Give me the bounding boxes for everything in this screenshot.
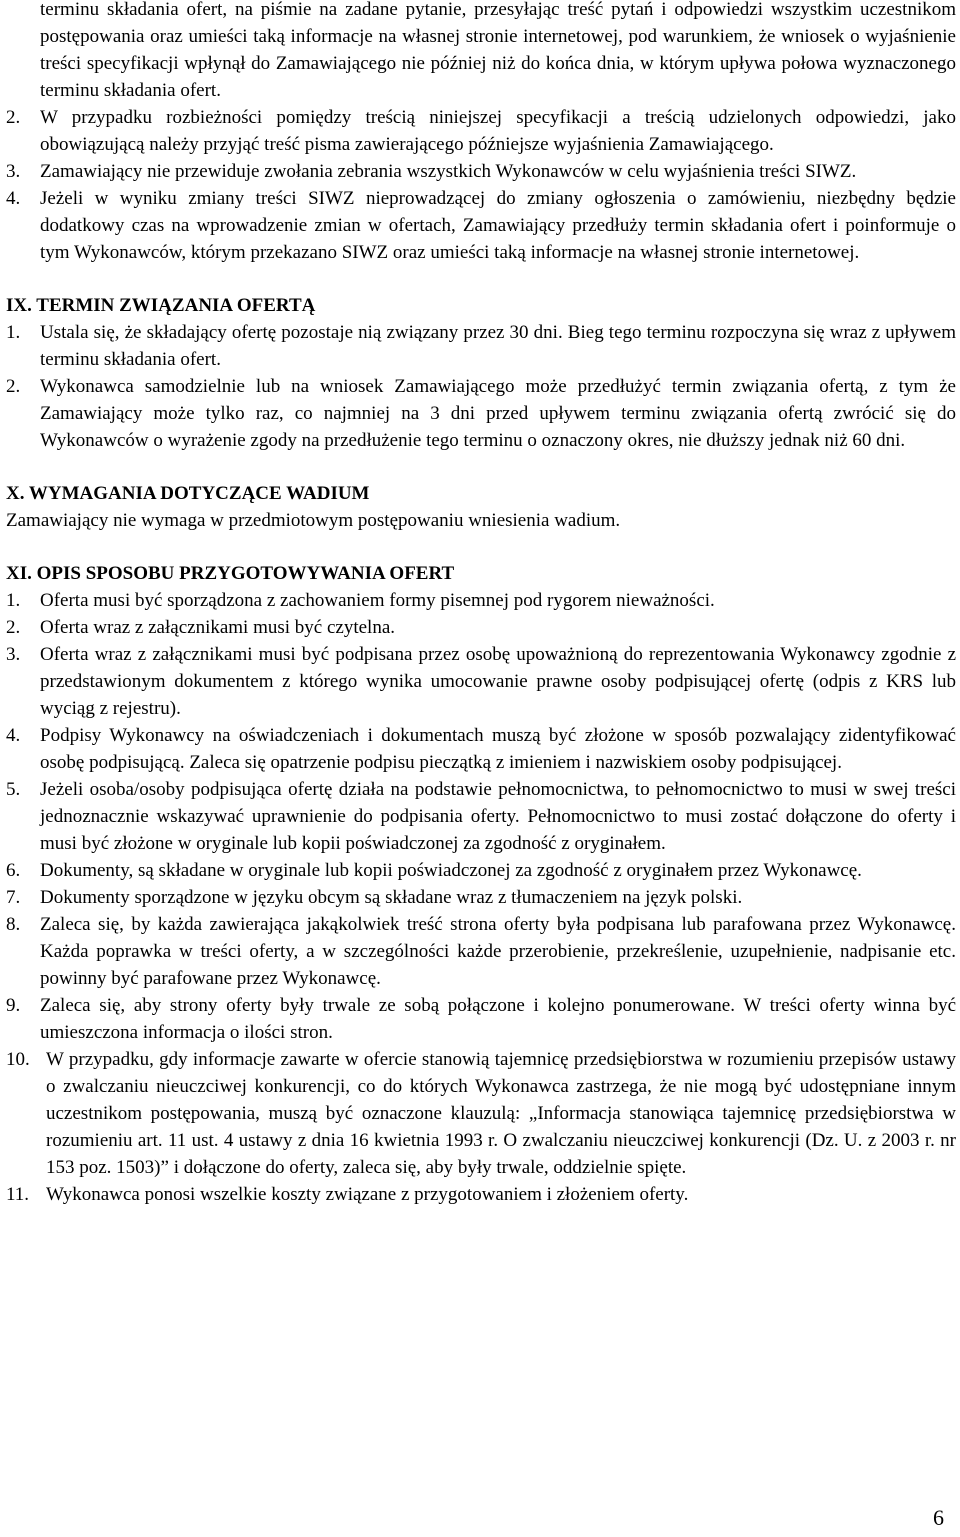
- list-item: [6, 776, 956, 857]
- list-item-text: Ustala się, że składający ofertę pozostaje nią związany przez 30 dni. Bieg tego terminu rozpoczyna się wraz z upływem terminu składania ofert.: [40, 322, 956, 370]
- list-item-text: Jeżeli osoba/osoby podpisująca ofertę działa na podstawie pełnomocnictwa, to pełnomocnictwo to musi w swej treści jednoznacznie wskazywać uprawnienie do podpisania oferty. Pełnomocnictwo to musi zostać dołączone do oferty i musi być złożone w oryginale lub kopii poświadczonej za zgodność z oryginałem.: [40, 779, 956, 854]
- list-item-text: Oferta wraz z załącznikami musi być podpisana przez osobę upoważnioną do reprezentowania Wykonawcy zgodnie z przedstawionym dokumentem z którego wynika umocowanie prawne osoby podpisującej ofertę (odpis z KRS lub wyciąg z rejestru).: [40, 644, 956, 719]
- list-item: [6, 185, 956, 266]
- list-item: [6, 857, 956, 884]
- list-item-text: W przypadku rozbieżności pomiędzy treścią niniejszej specyfikacji a treścią udzielonych odpowiedzi, jako obowiązującą należy przyjąć treść pisma zawierającego późniejsze wyjaśnienia Zamawiającego.: [40, 107, 956, 155]
- list-item-text: Oferta musi być sporządzona z zachowaniem formy pisemnej pod rygorem nieważności.: [40, 590, 715, 611]
- list-item-text: Dokumenty sporządzone w języku obcym są składane wraz z tłumaczeniem na język polski.: [40, 887, 743, 908]
- list-item-number: 1.: [6, 590, 21, 611]
- list-item-number: 8.: [6, 914, 21, 935]
- list-item-text: Dokumenty, są składane w oryginale lub kopii poświadczonej za zgodność z oryginałem przez Wykonawcę.: [40, 860, 862, 881]
- document-body: [6, 0, 956, 1208]
- list-item-number: 1.: [6, 322, 21, 343]
- section-heading-x: X. WYMAGANIA DOTYCZĄCE WADIUM: [6, 483, 370, 504]
- list-item-number: 7.: [6, 887, 21, 908]
- list-item-text: Zamawiający nie przewiduje zwołania zebrania wszystkich Wykonawców w celu wyjaśnienia treści SIWZ.: [40, 161, 857, 182]
- page-number: 6: [933, 1505, 944, 1530]
- list-item: [6, 104, 956, 158]
- list-item-number: 4.: [6, 188, 21, 209]
- list-item-text: Oferta wraz z załącznikami musi być czytelna.: [40, 617, 396, 638]
- list-item: [6, 614, 956, 641]
- list-item-number: 6.: [6, 860, 21, 881]
- section-heading-ix: IX. TERMIN ZWIĄZANIA OFERTĄ: [6, 295, 316, 316]
- list-item-text: Podpisy Wykonawcy na oświadczeniach i dokumentach muszą być złożone w sposób pozwalający zidentyfikować osobę podpisującą. Zaleca się opatrzenie podpisu pieczątką z imieniem i nazwiskiem osoby podpisującej.: [40, 725, 956, 773]
- paragraph-continued: [6, 0, 956, 104]
- list-item: [6, 373, 956, 454]
- list-item: [6, 158, 956, 185]
- list-item-text: Wykonawca samodzielnie lub na wniosek Zamawiającego może przedłużyć termin związania ofertą, z tym że Zamawiający może tylko raz, co najmniej na 3 dni przed upływem terminu związania ofertą zwrócić się do Wykonawców o wyrażenie zgody na przedłużenie tego terminu o oznaczony okres, nie dłuższy jednak niż 60 dni.: [40, 376, 956, 451]
- list-item: [6, 992, 956, 1046]
- list-item-number: 5.: [6, 779, 21, 800]
- section-x-text: Zamawiający nie wymaga w przedmiotowym postępowaniu wniesienia wadium.: [6, 510, 621, 531]
- list-item-text: Jeżeli w wyniku zmiany treści SIWZ nieprowadzącej do zmiany ogłoszenia o zamówieniu, niezbędny będzie dodatkowy czas na wprowadzenie zmian w ofertach, Zamawiający przedłuży termin składania ofert i poinformuje o tym Wykonawców, którym przekazano SIWZ oraz umieści taką informacje na własnej stronie internetowej.: [40, 188, 956, 263]
- list-item-number: 4.: [6, 725, 21, 746]
- list-item-text: Zaleca się, aby strony oferty były trwale ze sobą połączone i kolejno ponumerowane. W treści oferty winna być umieszczona informacja o ilości stron.: [40, 995, 956, 1043]
- list-item-number: 2.: [6, 376, 21, 397]
- list-item: [6, 1181, 956, 1208]
- section-heading-xi: XI. OPIS SPOSOBU PRZYGOTOWYWANIA OFERT: [6, 563, 455, 584]
- list-item-number: 3.: [6, 644, 21, 665]
- list-item-number: 2.: [6, 617, 21, 638]
- list-item-number: 2.: [6, 107, 21, 128]
- list-item: [6, 319, 956, 373]
- list-item-number: 10.: [6, 1049, 30, 1070]
- list-item-text: Zaleca się, by każda zawierająca jakąkolwiek treść strona oferty była podpisana lub parafowana przez Wykonawcę. Każda poprawka w treści oferty, a w szczególności każde przerobienie, przekreślenie, uzupełnienie, nadpisanie etc. powinny być parafowane przez Wykonawcę.: [40, 914, 956, 989]
- list-item: [6, 884, 956, 911]
- list-item: [6, 587, 956, 614]
- list-item: [6, 641, 956, 722]
- list-item-number: 3.: [6, 161, 21, 182]
- list-item-text: Wykonawca ponosi wszelkie koszty związane z przygotowaniem i złożeniem oferty.: [46, 1184, 689, 1205]
- list-item-number: 11.: [6, 1184, 30, 1205]
- list-item-text: W przypadku, gdy informacje zawarte w ofercie stanowią tajemnicę przedsiębiorstwa w rozumieniu przepisów ustawy o zwalczaniu nieuczciwej konkurencji, co do których Wykonawca zastrzega, że nie mogą być udostępniane innym uczestnikom postępowania, muszą być oznaczone klauzulą: „Informacja stanowiąca tajemnicę przedsiębiorstwa w rozumieniu art. 11 ust. 4 ustawy z dnia 16 kwietnia 1993 r. O zwalczaniu nieuczciwej konkurencji (Dz. U. z 2003 r. nr 153 poz. 1503)” i dołączone do oferty, zaleca się, aby były trwale, oddzielnie spięte.: [46, 1049, 956, 1178]
- list-item-number: 9.: [6, 995, 21, 1016]
- list-item: [6, 1046, 956, 1181]
- list-item: [6, 722, 956, 776]
- list-item: [6, 911, 956, 992]
- paragraph-text: terminu składania ofert, na piśmie na zadane pytanie, przesyłając treść pytań i odpowiedzi wszystkim uczestnikom postępowania oraz umieści taką informacje na własnej stronie internetowej, pod warunkiem, że wniosek o wyjaśnienie treści specyfikacji wpłynął do Zamawiającego nie później niż do końca dnia, w którym upływa połowa wyznaczonego terminu składania ofert.: [40, 0, 956, 101]
